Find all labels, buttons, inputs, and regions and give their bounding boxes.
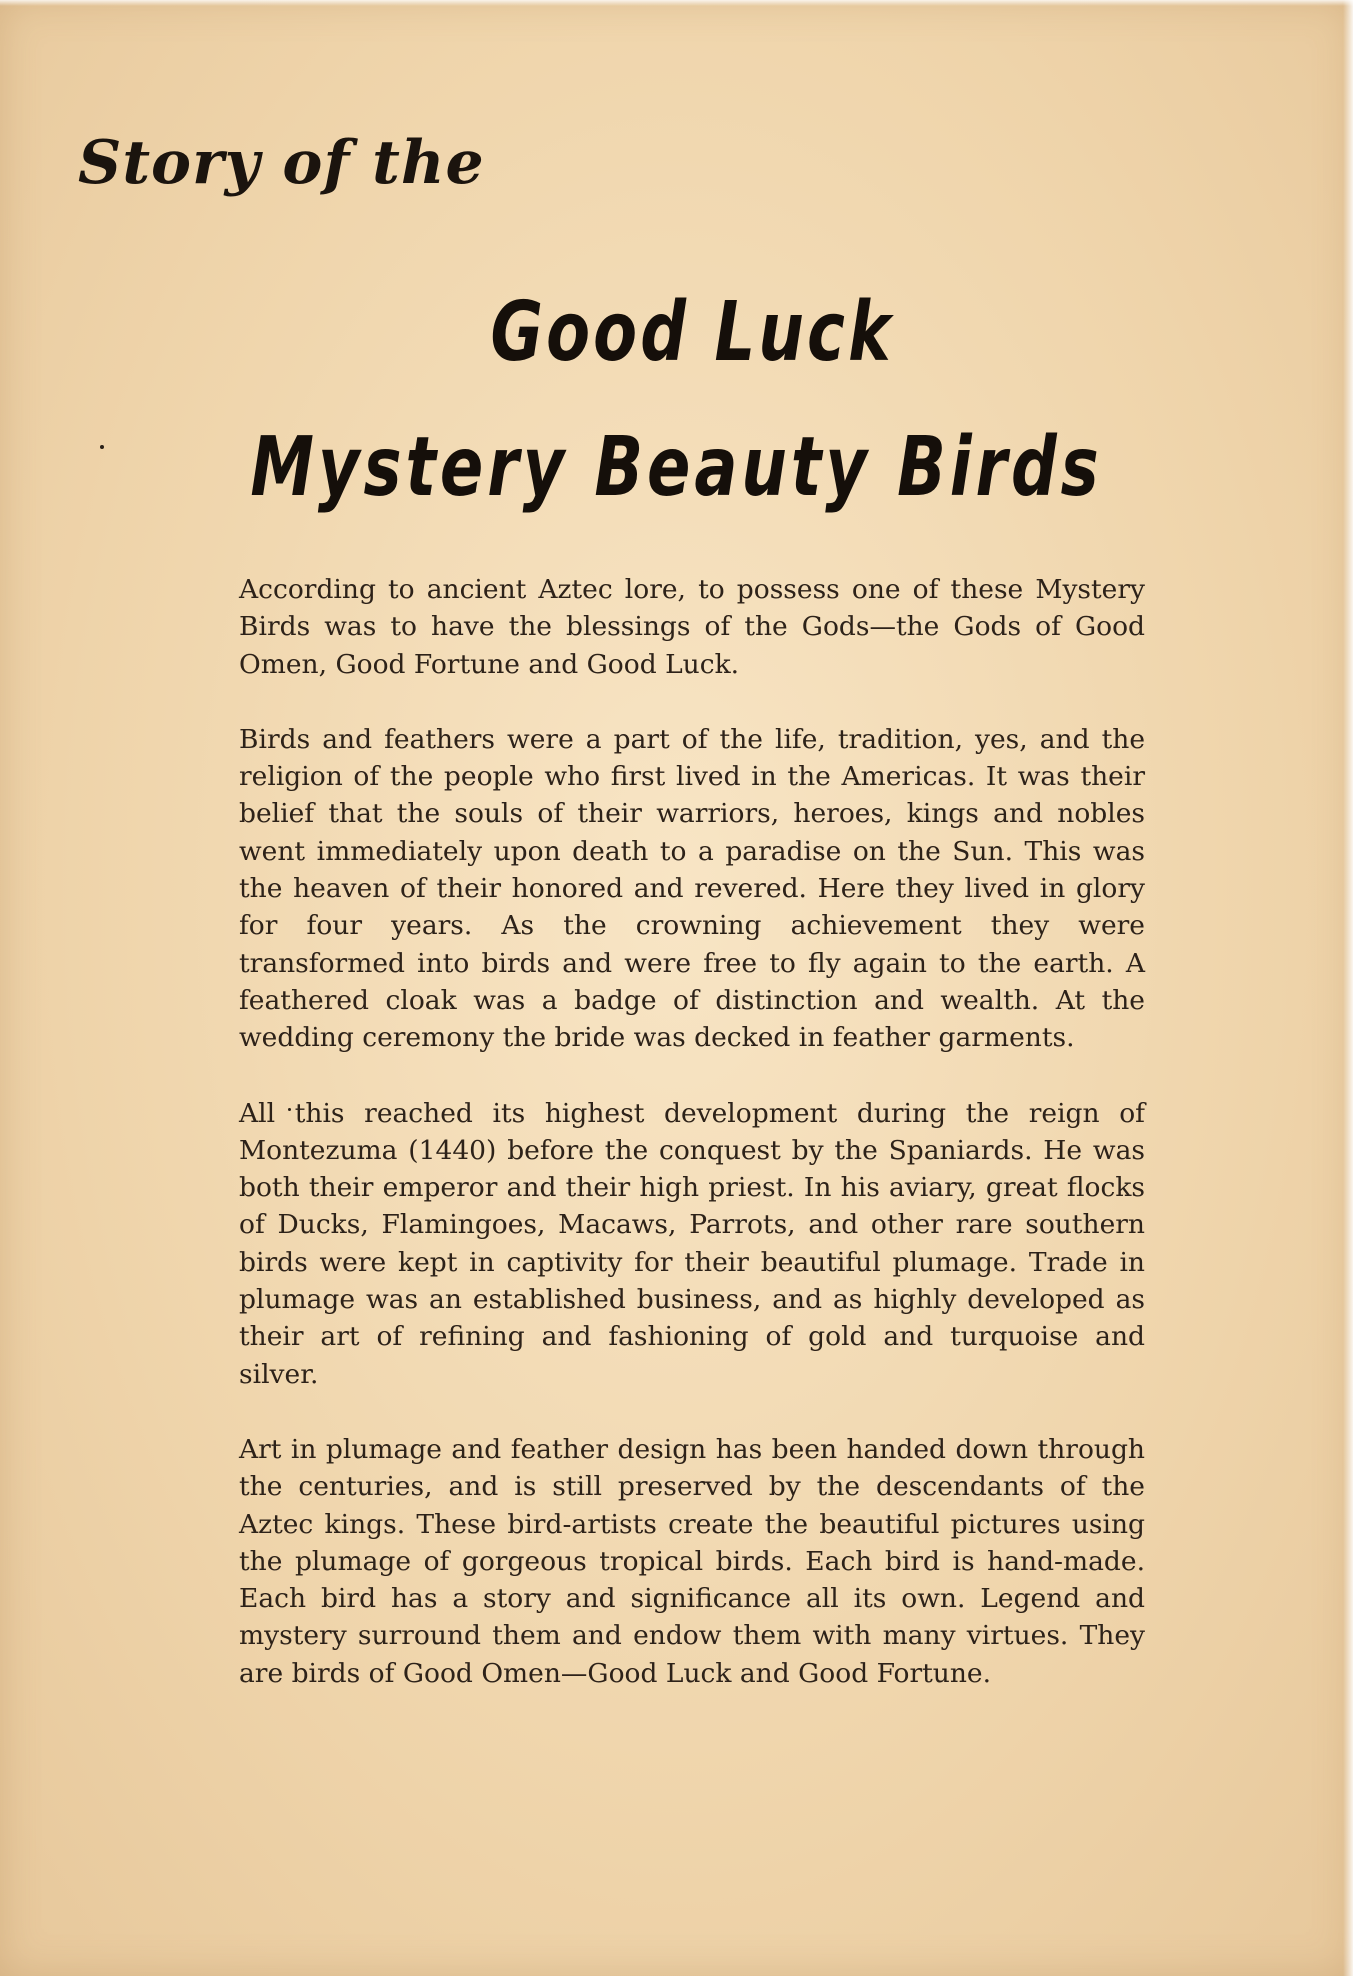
ink-speck (100, 445, 104, 449)
paragraph: According to ancient Aztec lore, to possess one of these Mystery Birds was to have the blessings of the Gods—the Gods of Good Omen, Good Fortune and Good Luck. (239, 574, 1145, 680)
paragraph: Art in plumage and feather design has been handed down through the centuries, and is still preserved by the descendants of the Aztec kings. These bird-artists create the beautiful pictures using the plumage of gorgeous tropical birds. Each bird is hand-made. Each bird has a story and significance all its own. Legend and mystery surround them and endow them with many virtues. They are birds of Good Omen—Good Luck and Good Fortune. (239, 1433, 1145, 1689)
body-text (239, 571, 1145, 1730)
kicker-heading: Story of the (78, 128, 485, 198)
paragraph: Birds and feathers were a part of the life, tradition, yes, and the religion of the people who first lived in the Americas. It was their belief that the souls of their warriors, heroes, kings and nobles went immediately upon death to a paradise on the Sun. This was the heaven of their honored and revered. Here they lived in glory for four years. As the crowning achievement they were transformed into birds and were free to fly again to the earth. A feathered cloak was a badge of distinction and wealth. At the wedding ceremony the bride was decked in feather garments. (239, 723, 1145, 1054)
title-line-2: Mystery Beauty Birds (250, 420, 1103, 515)
paper-edge-top (0, 0, 1353, 6)
paragraph: All this reached its highest development during the reign of Montezuma (1440) before the conquest by the Spaniards. He was both their emperor and their high priest. In his aviary, great flocks of Ducks, Flamingoes, Macaws, Parrots, and other rare southern birds were kept in captivity for their beautiful plumage. Trade in plumage was an established business, and as highly developed as their art of refining and fashioning of gold and turquoise and silver. (239, 1097, 1145, 1390)
paper-edge-right (1343, 0, 1353, 1976)
title-line-1: Good Luck (490, 285, 894, 380)
